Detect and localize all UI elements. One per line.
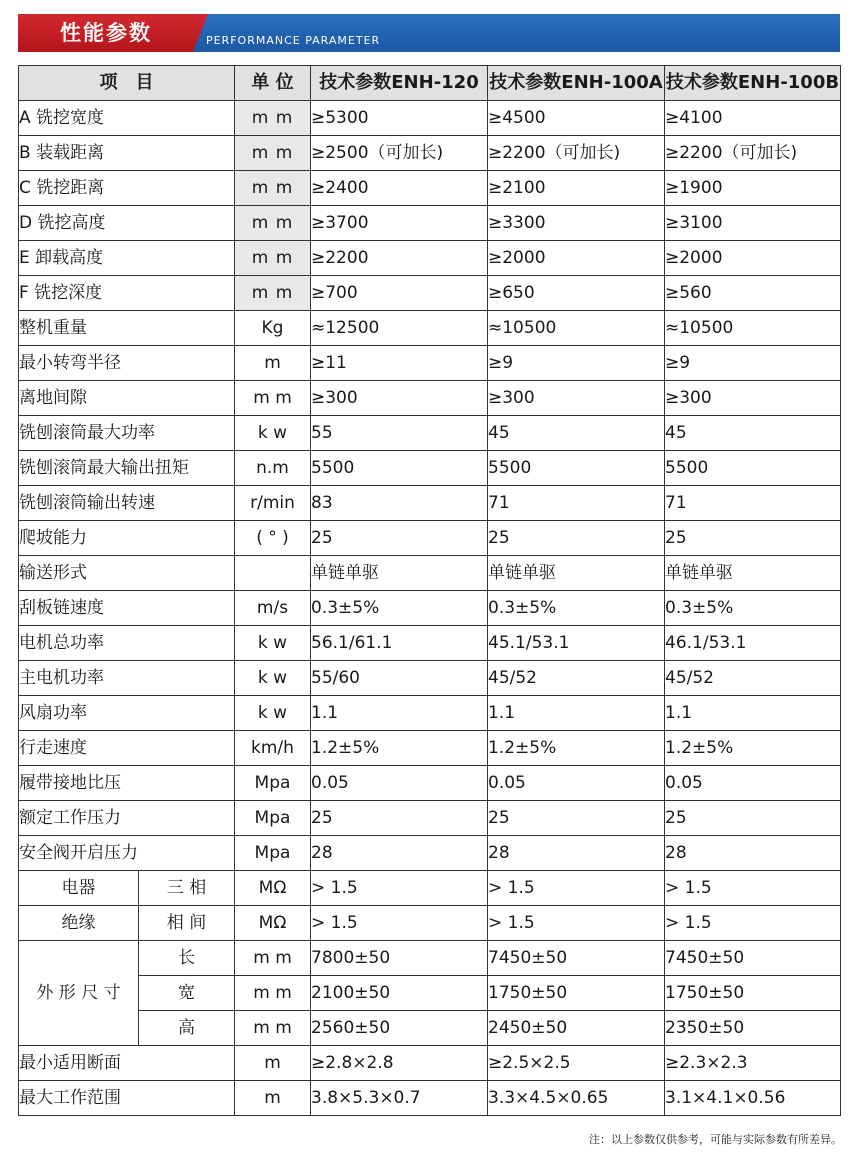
unit-cell: k w: [235, 416, 311, 451]
value-cell: 1.2±5%: [488, 731, 665, 766]
value-cell: ≥560: [665, 276, 841, 311]
value-cell: 45: [488, 416, 665, 451]
value-cell: 25: [665, 521, 841, 556]
row-label: 最大工作范围: [19, 1081, 235, 1116]
spec-row: [19, 626, 841, 661]
spec-table: [18, 65, 841, 1116]
row-label: 行走速度: [19, 731, 235, 766]
spec-row: [19, 171, 841, 206]
value-cell: 0.05: [488, 766, 665, 801]
value-cell: 25: [488, 521, 665, 556]
unit-cell: r/min: [235, 486, 311, 521]
value-cell: 1.1: [665, 696, 841, 731]
electrical-sub-label: 相 间: [139, 906, 235, 941]
row-label: 额定工作压力: [19, 801, 235, 836]
value-cell: > 1.5: [488, 871, 665, 906]
row-label: 最小适用断面: [19, 1046, 235, 1081]
unit-cell: m: [235, 346, 311, 381]
value-cell: 单链单驱: [488, 556, 665, 591]
row-label: 铣刨滚筒输出转速: [19, 486, 235, 521]
value-cell: 55: [311, 416, 488, 451]
value-cell: ≥2500（可加长): [311, 136, 488, 171]
spec-row: [19, 1046, 841, 1081]
unit-cell: Mpa: [235, 766, 311, 801]
unit-cell: km/h: [235, 731, 311, 766]
unit-cell: n.m: [235, 451, 311, 486]
electrical-group-label: 电器: [19, 871, 139, 906]
row-label: 主电机功率: [19, 661, 235, 696]
value-cell: 0.05: [665, 766, 841, 801]
unit-cell: ( ° ): [235, 521, 311, 556]
value-cell: ≈10500: [665, 311, 841, 346]
value-cell: 5500: [488, 451, 665, 486]
row-label: 履带接地比压: [19, 766, 235, 801]
header-unit: 单 位: [235, 66, 311, 101]
row-label: A 铣挖宽度: [19, 101, 235, 136]
spec-row: [19, 101, 841, 136]
electrical-row: [19, 871, 841, 906]
value-cell: 0.05: [311, 766, 488, 801]
spec-row: [19, 346, 841, 381]
value-cell: ≥300: [488, 381, 665, 416]
row-label: 输送形式: [19, 556, 235, 591]
footnote: 注：以上参数仅供参考，可能与实际参数有所差异。: [589, 1133, 842, 1146]
value-cell: 45/52: [665, 661, 841, 696]
spec-row: [19, 451, 841, 486]
value-cell: 7450±50: [488, 941, 665, 976]
row-label: 最小转弯半径: [19, 346, 235, 381]
value-cell: 55/60: [311, 661, 488, 696]
spec-row: [19, 241, 841, 276]
value-cell: 单链单驱: [665, 556, 841, 591]
unit-cell: Mpa: [235, 836, 311, 871]
unit-cell: Mpa: [235, 801, 311, 836]
header-item: 项 目: [19, 66, 235, 101]
unit-cell: m: [235, 1081, 311, 1116]
unit-cell: m/s: [235, 591, 311, 626]
value-cell: ≥2400: [311, 171, 488, 206]
section-subtitle: PERFORMANCE PARAMETER: [206, 34, 381, 47]
value-cell: ≥700: [311, 276, 488, 311]
value-cell: 5500: [311, 451, 488, 486]
spec-body: [19, 101, 841, 1116]
unit-cell: m m: [235, 941, 311, 976]
value-cell: ≥2200: [311, 241, 488, 276]
unit-cell: MΩ: [235, 906, 311, 941]
spec-row: [19, 661, 841, 696]
value-cell: 71: [488, 486, 665, 521]
value-cell: 28: [665, 836, 841, 871]
value-cell: ≥2100: [488, 171, 665, 206]
spec-row: [19, 1081, 841, 1116]
value-cell: 3.3×4.5×0.65: [488, 1081, 665, 1116]
value-cell: 3.1×4.1×0.56: [665, 1081, 841, 1116]
value-cell: 45.1/53.1: [488, 626, 665, 661]
row-label: 铣刨滚筒最大功率: [19, 416, 235, 451]
value-cell: > 1.5: [488, 906, 665, 941]
dimension-sub-label: 长: [139, 941, 235, 976]
value-cell: 1.1: [488, 696, 665, 731]
row-label: C 铣挖距离: [19, 171, 235, 206]
value-cell: > 1.5: [311, 906, 488, 941]
value-cell: ≥2.5×2.5: [488, 1046, 665, 1081]
value-cell: > 1.5: [665, 906, 841, 941]
value-cell: 2560±50: [311, 1011, 488, 1046]
header-row: [19, 66, 841, 101]
value-cell: 2450±50: [488, 1011, 665, 1046]
value-cell: ≥1900: [665, 171, 841, 206]
unit-cell: m m: [235, 136, 311, 171]
unit-cell: m m: [235, 101, 311, 136]
value-cell: 28: [488, 836, 665, 871]
value-cell: 45: [665, 416, 841, 451]
value-cell: 25: [665, 801, 841, 836]
dimension-group-label: 外 形 尺 寸: [19, 941, 139, 1046]
spec-row: [19, 766, 841, 801]
unit-cell: m: [235, 1046, 311, 1081]
row-label: E 卸载高度: [19, 241, 235, 276]
value-cell: 71: [665, 486, 841, 521]
electrical-sub-label: 三 相: [139, 871, 235, 906]
value-cell: ≥300: [665, 381, 841, 416]
spec-row: [19, 836, 841, 871]
spec-row: [19, 486, 841, 521]
value-cell: 单链单驱: [311, 556, 488, 591]
spec-row: [19, 731, 841, 766]
header-model-3: 技术参数ENH-100B: [665, 66, 841, 101]
value-cell: 28: [311, 836, 488, 871]
header-model-1: 技术参数ENH-120: [311, 66, 488, 101]
value-cell: 1.1: [311, 696, 488, 731]
value-cell: 1750±50: [665, 976, 841, 1011]
unit-cell: [235, 556, 311, 591]
value-cell: 45/52: [488, 661, 665, 696]
section-banner: [18, 14, 840, 52]
spec-row: [19, 381, 841, 416]
value-cell: ≥2.3×2.3: [665, 1046, 841, 1081]
spec-row: [19, 311, 841, 346]
row-label: F 铣挖深度: [19, 276, 235, 311]
value-cell: 2350±50: [665, 1011, 841, 1046]
value-cell: 7800±50: [311, 941, 488, 976]
unit-cell: m m: [235, 276, 311, 311]
value-cell: > 1.5: [665, 871, 841, 906]
value-cell: ≥3300: [488, 206, 665, 241]
unit-cell: k w: [235, 696, 311, 731]
dimension-row: [19, 976, 841, 1011]
row-label: 安全阀开启压力: [19, 836, 235, 871]
spec-row: [19, 276, 841, 311]
row-label: 整机重量: [19, 311, 235, 346]
value-cell: 0.3±5%: [665, 591, 841, 626]
value-cell: 5500: [665, 451, 841, 486]
row-label: B 装载距离: [19, 136, 235, 171]
row-label: 爬坡能力: [19, 521, 235, 556]
value-cell: ≈12500: [311, 311, 488, 346]
spec-row: [19, 591, 841, 626]
spec-row: [19, 136, 841, 171]
value-cell: ≥5300: [311, 101, 488, 136]
dimension-sub-label: 宽: [139, 976, 235, 1011]
value-cell: 1750±50: [488, 976, 665, 1011]
unit-cell: m m: [235, 171, 311, 206]
value-cell: 0.3±5%: [488, 591, 665, 626]
value-cell: ≥2200（可加长): [488, 136, 665, 171]
electrical-row: [19, 906, 841, 941]
unit-cell: Kg: [235, 311, 311, 346]
value-cell: ≥300: [311, 381, 488, 416]
value-cell: ≈10500: [488, 311, 665, 346]
value-cell: 46.1/53.1: [665, 626, 841, 661]
unit-cell: m m: [235, 976, 311, 1011]
value-cell: ≥9: [488, 346, 665, 381]
value-cell: 56.1/61.1: [311, 626, 488, 661]
unit-cell: k w: [235, 661, 311, 696]
spec-row: [19, 416, 841, 451]
value-cell: 25: [488, 801, 665, 836]
row-label: 风扇功率: [19, 696, 235, 731]
dimension-row: [19, 941, 841, 976]
spec-row: [19, 696, 841, 731]
spec-row: [19, 521, 841, 556]
value-cell: 2100±50: [311, 976, 488, 1011]
value-cell: ≥650: [488, 276, 665, 311]
value-cell: 1.2±5%: [311, 731, 488, 766]
dimension-row: [19, 1011, 841, 1046]
unit-cell: m m: [235, 206, 311, 241]
value-cell: ≥3100: [665, 206, 841, 241]
value-cell: ≥4500: [488, 101, 665, 136]
value-cell: ≥11: [311, 346, 488, 381]
value-cell: 25: [311, 521, 488, 556]
row-label: 离地间隙: [19, 381, 235, 416]
header-model-2: 技术参数ENH-100A: [488, 66, 665, 101]
value-cell: ≥9: [665, 346, 841, 381]
spec-row: [19, 801, 841, 836]
row-label: 电机总功率: [19, 626, 235, 661]
value-cell: ≥4100: [665, 101, 841, 136]
unit-cell: m m: [235, 381, 311, 416]
dimension-sub-label: 高: [139, 1011, 235, 1046]
value-cell: 83: [311, 486, 488, 521]
spec-row: [19, 206, 841, 241]
value-cell: 1.2±5%: [665, 731, 841, 766]
spec-row: [19, 556, 841, 591]
unit-cell: m m: [235, 241, 311, 276]
unit-cell: m m: [235, 1011, 311, 1046]
value-cell: ≥3700: [311, 206, 488, 241]
electrical-group-label: 绝缘: [19, 906, 139, 941]
row-label: 刮板链速度: [19, 591, 235, 626]
value-cell: 3.8×5.3×0.7: [311, 1081, 488, 1116]
value-cell: 25: [311, 801, 488, 836]
section-title: 性能参数: [60, 21, 152, 45]
value-cell: 0.3±5%: [311, 591, 488, 626]
value-cell: ≥2200（可加长): [665, 136, 841, 171]
value-cell: ≥2000: [665, 241, 841, 276]
value-cell: 7450±50: [665, 941, 841, 976]
value-cell: > 1.5: [311, 871, 488, 906]
unit-cell: MΩ: [235, 871, 311, 906]
row-label: 铣刨滚筒最大输出扭矩: [19, 451, 235, 486]
unit-cell: k w: [235, 626, 311, 661]
value-cell: ≥2.8×2.8: [311, 1046, 488, 1081]
value-cell: ≥2000: [488, 241, 665, 276]
row-label: D 铣挖高度: [19, 206, 235, 241]
